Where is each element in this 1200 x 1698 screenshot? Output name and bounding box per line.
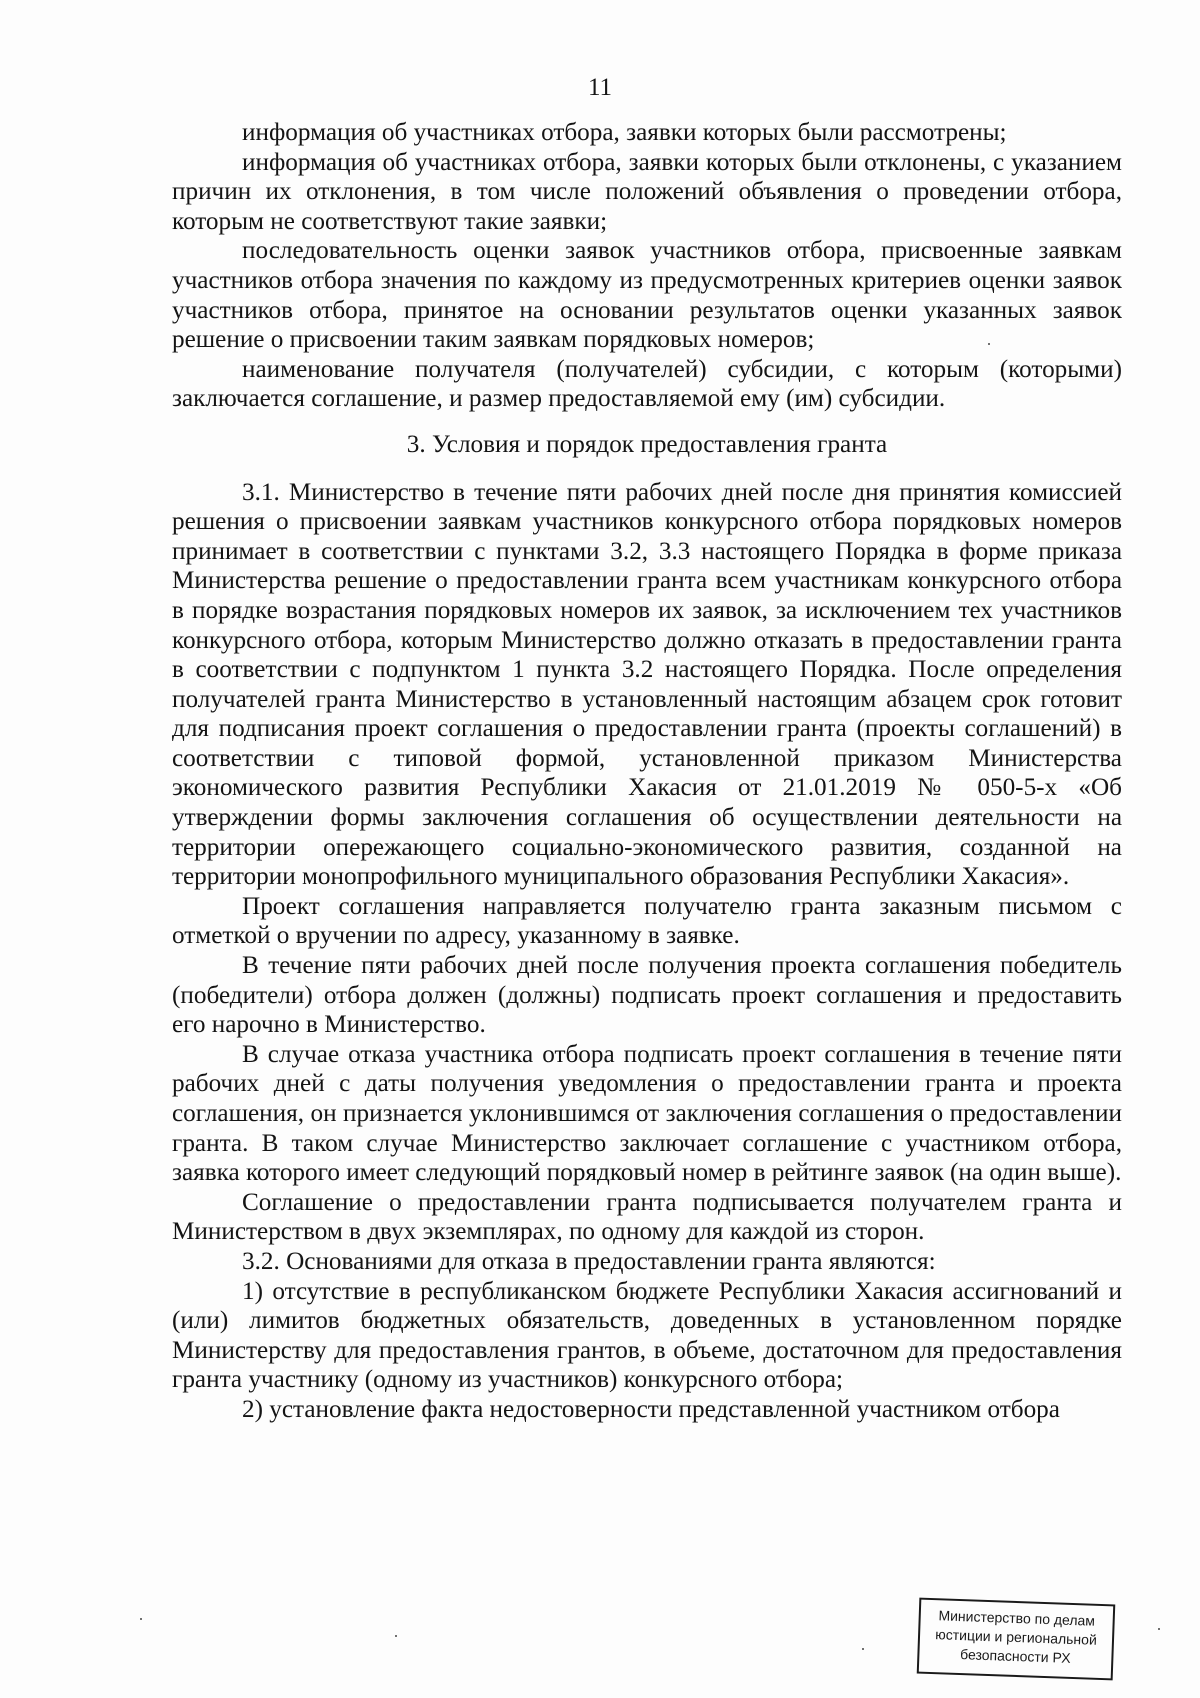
paragraph: 3.1. Министерство в течение пяти рабочих дней после дня принятия комиссией решения о присвоении заявкам участников конкурсного отбора порядковых номеров принимает в соответствии с пунктами 3.2, 3.3 настоящего Порядка в форме приказа Министерства решение о предоставлении гранта всем участникам конкурсного отбора в порядке возрастания порядковых номеров их заявок, за исключением тех участников конкурсного отбора, которым Министерство должно отказать в предоставлении гранта в соответствии с подпунктом 1 пункта 3.2 настоящего Порядка. После определения получателей гранта Министерство в установленный настоящим абзацем срок готовит для подписания проект соглашения о предоставлении гранта (проекты соглашений) в соответствии с типовой формой, установленной приказом Министерства экономического развития Республики Хакасия от 21.01.2019 № 050-5-х «Об утверждении формы заключения соглашения об осуществлении деятельности на территории опережающего социально-экономического развития, созданной на территории монопрофильного муниципального образования Республики Хакасия». xyxy=(172,478,1122,891)
scan-speck xyxy=(1158,1628,1160,1630)
paragraph: информация об участниках отбора, заявки которых были отклонены, с указанием причин их отклонения, в том числе положений объявления о проведении отбора, которым не соответствуют такие заявки; xyxy=(172,148,1122,235)
paragraph: 3.2. Основаниями для отказа в предоставлении гранта являются: xyxy=(242,1247,936,1275)
paragraph: 2) установление факта недостоверности представленной участником отбора xyxy=(242,1395,1060,1423)
paragraph: Проект соглашения направляется получателю гранта заказным письмом с отметкой о вручении по адресу, указанному в заявке. xyxy=(172,892,1122,950)
scan-speck xyxy=(395,1635,397,1637)
ministry-stamp xyxy=(917,1598,1116,1681)
page-number: 11 xyxy=(587,74,613,101)
paragraph: В случае отказа участника отбора подписать проект соглашения в течение пяти рабочих дней с даты получения уведомления о предоставлении гранта и проекта соглашения, он признается уклонившимся от заключения соглашения о предоставлении гранта. В таком случае Министерство заключает соглашение с участником отбора, заявка которого имеет следующий порядковый номер в рейтинге заявок (на один выше). xyxy=(172,1040,1122,1187)
paragraph: информация об участниках отбора, заявки которых были рассмотрены; xyxy=(242,119,1007,146)
paragraph: 1) отсутствие в республиканском бюджете Республики Хакасия ассигнований и (или) лимитов бюджетных обязательств, доведенных в установленном порядке Министерству для предоставления грантов, в объеме, достаточном для предоставления гранта участнику (одному из участников) конкурсного отбора; xyxy=(172,1277,1122,1394)
paragraph: Соглашение о предоставлении гранта подписывается получателем гранта и Министерством в двух экземплярах, по одному для каждой из сторон. xyxy=(172,1188,1122,1246)
scan-speck xyxy=(862,1648,864,1650)
stamp-line: безопасности РХ xyxy=(959,1646,1071,1666)
stamp-line: юстиции и региональной xyxy=(935,1626,1098,1648)
scan-speck xyxy=(140,1618,142,1620)
paragraph: наименование получателя (получателей) субсидии, с которым (которыми) заключается соглашение, и размер предоставляемой ему (им) субсидии. xyxy=(172,355,1122,413)
scan-speck xyxy=(988,343,990,345)
section-heading: 3. Условия и порядок предоставления гранта xyxy=(406,430,888,458)
stamp-line: Министерство по делам xyxy=(938,1607,1096,1629)
paragraph: В течение пяти рабочих дней после получения проекта соглашения победитель (победители) отбора должен (должны) подписать проект соглашения и предоставить его нарочно в Министерство. xyxy=(172,952,1122,1039)
paragraph: последовательность оценки заявок участников отбора, присвоенные заявкам участников отбора значения по каждому из предусмотренных критериев оценки заявок участников отбора, принятое на основании результатов оценки указанных заявок решение о присвоении таким заявкам порядковых номеров; xyxy=(172,237,1122,354)
document-body xyxy=(172,118,1122,1425)
